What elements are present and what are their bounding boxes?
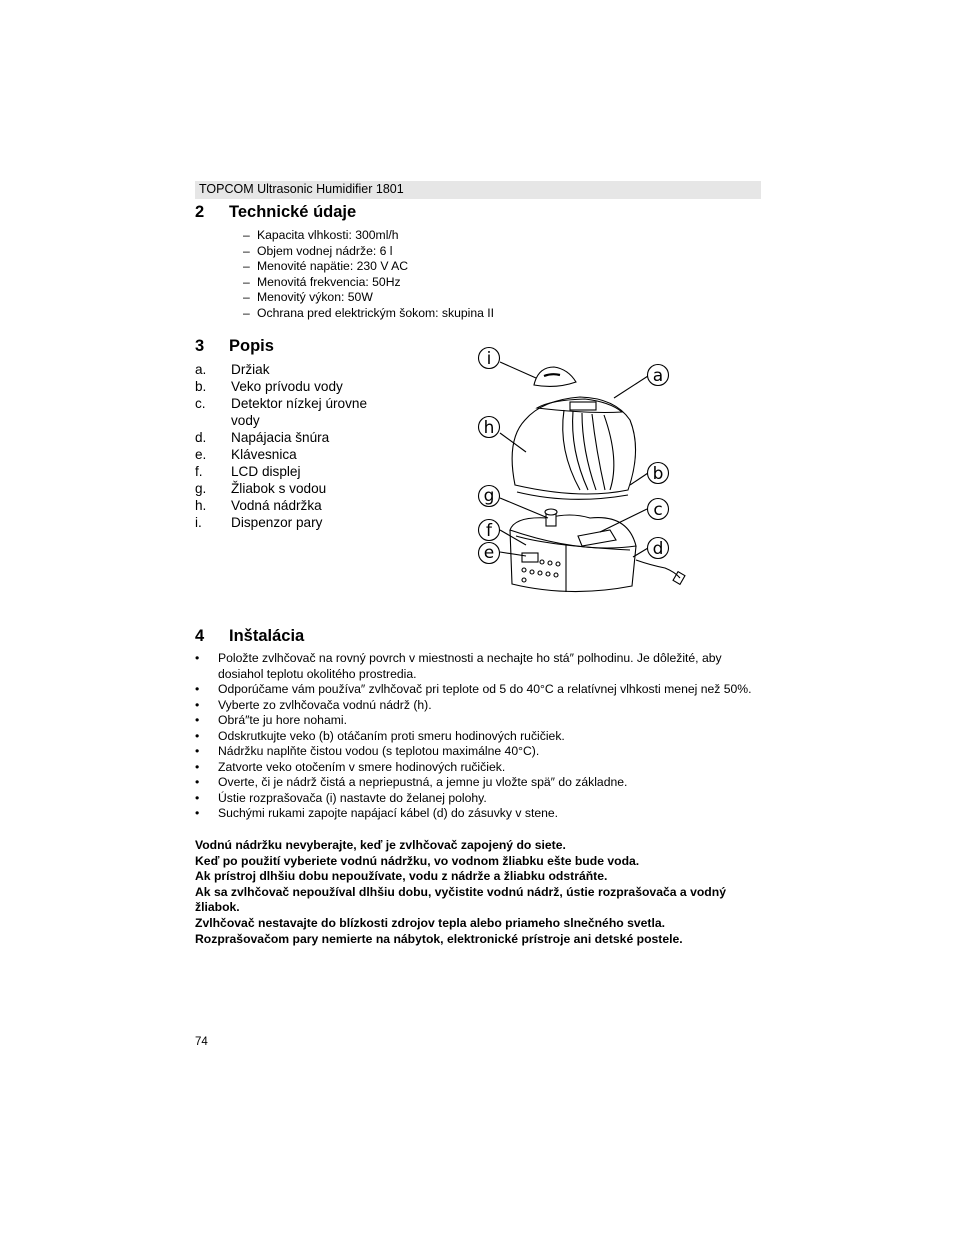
warning-item: Vodnú nádržku nevyberajte, keď je zvlhčovač zapojený do siete. bbox=[195, 838, 566, 852]
list-item: i. Dispenzor pary bbox=[195, 515, 323, 530]
list-item: f. LCD displej bbox=[195, 464, 301, 479]
list-item: – Menovitá frekvencia: 50Hz bbox=[243, 274, 401, 289]
list-item: • Odskrutkujte veko (b) otáčaním proti smeru hodinových ručičiek. bbox=[195, 728, 565, 743]
list-item: – Objem vodnej nádrže: 6 l bbox=[243, 243, 393, 258]
spec-list bbox=[243, 228, 494, 321]
warning-item: Ak prístroj dlhšiu dobu nepoužívate, vodu z nádrže a žliabku odstráňte. bbox=[195, 869, 608, 884]
callout-b: b bbox=[652, 464, 664, 484]
section-2-title: Technické údaje bbox=[229, 203, 357, 221]
list-item: c. Detektor nízkej úrovne vody bbox=[195, 396, 368, 428]
list-item: h. Vodná nádržka bbox=[195, 498, 322, 513]
list-item: a. Držiak bbox=[195, 362, 270, 377]
warning-item: Keď po použití vyberiete vodnú nádržku, vo vodnom žliabku ešte bude voda. bbox=[195, 853, 640, 868]
section-3-number: 3 bbox=[195, 337, 205, 355]
warning-item: Ak sa zvlhčovač nepoužíval dlhšiu dobu, vyčistite vodnú nádrž, ústie rozprašovača a vodný žliabok. bbox=[195, 884, 726, 915]
section-2-number: 2 bbox=[195, 203, 205, 221]
list-item: e. Klávesnica bbox=[195, 447, 297, 462]
section-3-heading bbox=[195, 337, 274, 356]
section-2-heading bbox=[195, 203, 356, 222]
callout-g: g bbox=[483, 486, 495, 506]
warning-item: Rozprašovačom pary nemierte na nábytok, elektronické prístroje ani detské postele. bbox=[195, 931, 683, 946]
list-item: – Menovitý výkon: 50W bbox=[243, 290, 373, 304]
list-item: • Obrá″te ju hore nohami. bbox=[195, 713, 347, 727]
list-item: • Suchými rukami zapojte napájací kábel (d) do zásuvky v stene. bbox=[195, 806, 559, 820]
warning-item: Zvlhčovač nestavajte do blízkosti zdrojov tepla alebo priameho slnečného svetla. bbox=[195, 915, 666, 930]
humidifier-diagram bbox=[470, 340, 700, 600]
list-item: • Odporúčame vám používa″ zvlhčovač pri teplote od 5 do 40°C a relatívnej vlhkosti menej než 50%. bbox=[195, 682, 752, 696]
list-item: • Zatvorte veko otočením v smere hodinových ručičiek. bbox=[195, 759, 506, 774]
running-header-title: TOPCOM Ultrasonic Humidifier 1801 bbox=[199, 182, 404, 196]
warnings-list bbox=[195, 838, 755, 947]
list-item: • Položte zvlhčovač na rovný povrch v miestnosti a nechajte ho stá″ polhodinu. Je dôležité, aby dosiahol teplotu okolitého prostredia. bbox=[195, 651, 722, 681]
list-item: • Nádržku naplňte čistou vodou (s teplotou maximálne 40°C). bbox=[195, 744, 540, 758]
callout-e: e bbox=[483, 543, 495, 563]
list-item: b. Veko prívodu vody bbox=[195, 379, 343, 394]
power-cord-shape bbox=[636, 560, 680, 578]
installation-list bbox=[195, 651, 765, 822]
list-item: – Ochrana pred elektrickým šokom: skupina II bbox=[243, 305, 495, 320]
section-4-number: 4 bbox=[195, 627, 205, 645]
dispenser-shape bbox=[534, 367, 576, 386]
section-3-title: Popis bbox=[229, 337, 274, 355]
list-item: d. Napájacia šnúra bbox=[195, 430, 330, 445]
list-item: • Vyberte zo zvlhčovača vodnú nádrž (h). bbox=[195, 697, 432, 712]
page-number: 74 bbox=[195, 1036, 208, 1048]
running-header bbox=[195, 181, 761, 199]
list-item: – Menovité napätie: 230 V AC bbox=[243, 259, 409, 273]
section-4-heading bbox=[195, 627, 304, 646]
callout-a: a bbox=[652, 366, 664, 386]
callout-c: c bbox=[653, 500, 663, 520]
parts-list bbox=[195, 361, 391, 531]
callout-h: h bbox=[483, 418, 495, 438]
callout-d: d bbox=[652, 539, 664, 559]
list-item: – Kapacita vlhkosti: 300ml/h bbox=[243, 228, 399, 242]
list-item: g. Žliabok s vodou bbox=[195, 481, 327, 496]
list-item: • Ústie rozprašovača (i) nastavte do želanej polohy. bbox=[195, 790, 487, 805]
callout-i: i bbox=[486, 349, 492, 369]
callout-f: f bbox=[486, 521, 492, 541]
section-4-title: Inštalácia bbox=[229, 627, 305, 645]
list-item: • Overte, či je nádrž čistá a nepriepustná, a jemne ju vložte spä″ do základne. bbox=[195, 775, 628, 789]
